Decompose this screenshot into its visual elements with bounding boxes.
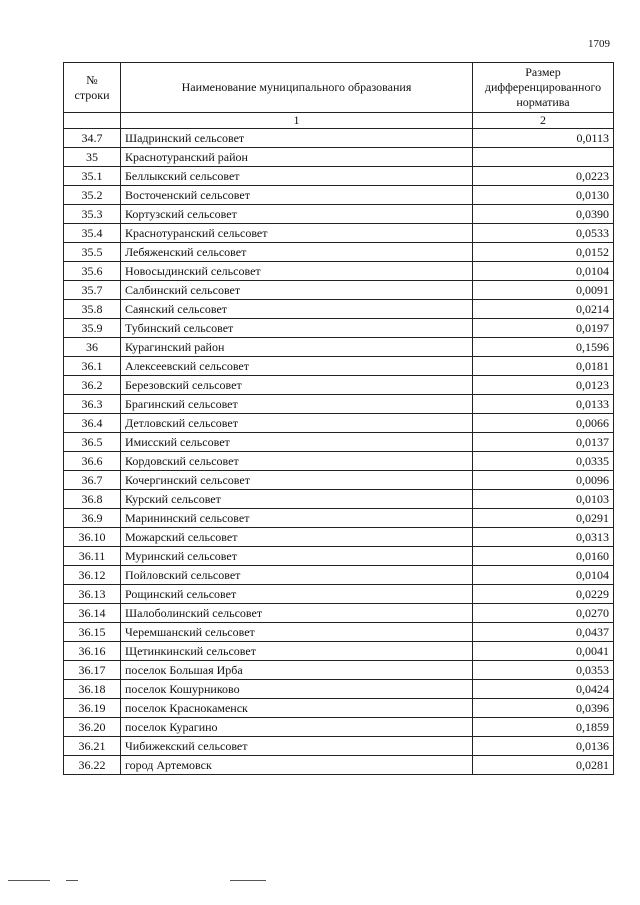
municipality-name: Восточенский сельсовет bbox=[121, 186, 473, 205]
table-row bbox=[64, 661, 614, 680]
row-number: 35.9 bbox=[64, 319, 121, 338]
municipality-name: Можарский сельсовет bbox=[121, 528, 473, 547]
municipality-name: город Артемовск bbox=[121, 756, 473, 775]
table-row bbox=[64, 490, 614, 509]
footer-line bbox=[230, 880, 266, 881]
table-row bbox=[64, 528, 614, 547]
row-number: 36.1 bbox=[64, 357, 121, 376]
norm-value: 0,0136 bbox=[473, 737, 614, 756]
municipality-name: Марининский сельсовет bbox=[121, 509, 473, 528]
norm-value: 0,1859 bbox=[473, 718, 614, 737]
row-number: 36.4 bbox=[64, 414, 121, 433]
norm-value: 0,0390 bbox=[473, 205, 614, 224]
municipality-name: Муринский сельсовет bbox=[121, 547, 473, 566]
norm-value: 0,0130 bbox=[473, 186, 614, 205]
row-number: 36.18 bbox=[64, 680, 121, 699]
row-number: 36.6 bbox=[64, 452, 121, 471]
norm-value: 0,0091 bbox=[473, 281, 614, 300]
municipality-name: Черемшанский сельсовет bbox=[121, 623, 473, 642]
row-number: 35.4 bbox=[64, 224, 121, 243]
municipality-name: Березовский сельсовет bbox=[121, 376, 473, 395]
municipality-name: Беллыкский сельсовет bbox=[121, 167, 473, 186]
norm-value: 0,0313 bbox=[473, 528, 614, 547]
norm-value: 0,0353 bbox=[473, 661, 614, 680]
municipality-name: Детловский сельсовет bbox=[121, 414, 473, 433]
table-row bbox=[64, 699, 614, 718]
municipality-name: Рощинский сельсовет bbox=[121, 585, 473, 604]
row-number: 36.21 bbox=[64, 737, 121, 756]
table-row bbox=[64, 433, 614, 452]
norm-value: 0,0066 bbox=[473, 414, 614, 433]
norm-value: 0,0133 bbox=[473, 395, 614, 414]
row-number: 36.14 bbox=[64, 604, 121, 623]
table-row bbox=[64, 471, 614, 490]
row-number: 36.19 bbox=[64, 699, 121, 718]
table-row bbox=[64, 642, 614, 661]
row-number: 36.17 bbox=[64, 661, 121, 680]
municipality-name: Тубинский сельсовет bbox=[121, 319, 473, 338]
norm-value: 0,0104 bbox=[473, 262, 614, 281]
norms-table bbox=[63, 62, 614, 775]
municipality-name: Краснотуранский сельсовет bbox=[121, 224, 473, 243]
norm-value: 0,0424 bbox=[473, 680, 614, 699]
page-number: 1709 bbox=[588, 38, 610, 50]
row-number: 36.9 bbox=[64, 509, 121, 528]
table-row bbox=[64, 205, 614, 224]
row-number: 36.5 bbox=[64, 433, 121, 452]
column-number: 1 bbox=[121, 113, 473, 129]
header-row-number: № строки bbox=[64, 63, 121, 113]
municipality-name: поселок Краснокаменск bbox=[121, 699, 473, 718]
norm-value: 0,0123 bbox=[473, 376, 614, 395]
norm-value: 0,0160 bbox=[473, 547, 614, 566]
norm-value: 0,0096 bbox=[473, 471, 614, 490]
municipality-name: Брагинский сельсовет bbox=[121, 395, 473, 414]
norm-value: 0,1596 bbox=[473, 338, 614, 357]
table-row bbox=[64, 243, 614, 262]
table-row bbox=[64, 395, 614, 414]
municipality-name: Пойловский сельсовет bbox=[121, 566, 473, 585]
norm-value: 0,0113 bbox=[473, 129, 614, 148]
column-number: 2 bbox=[473, 113, 614, 129]
header-norm-size: Размер дифференцированного норматива bbox=[473, 63, 614, 113]
row-number: 36.2 bbox=[64, 376, 121, 395]
table-row bbox=[64, 509, 614, 528]
row-number: 36.15 bbox=[64, 623, 121, 642]
table-row bbox=[64, 167, 614, 186]
norm-value: 0,0214 bbox=[473, 300, 614, 319]
municipality-name: Алексеевский сельсовет bbox=[121, 357, 473, 376]
municipality-name: поселок Кошурниково bbox=[121, 680, 473, 699]
municipality-name: Лебяженский сельсовет bbox=[121, 243, 473, 262]
municipality-name: Кордовский сельсовет bbox=[121, 452, 473, 471]
row-number: 35.7 bbox=[64, 281, 121, 300]
municipality-name: Новосыдинский сельсовет bbox=[121, 262, 473, 281]
municipality-name: Кочергинский сельсовет bbox=[121, 471, 473, 490]
municipality-name: Курагинский район bbox=[121, 338, 473, 357]
row-number: 35.2 bbox=[64, 186, 121, 205]
table-row bbox=[64, 737, 614, 756]
row-number: 35.5 bbox=[64, 243, 121, 262]
municipality-name: Саянский сельсовет bbox=[121, 300, 473, 319]
municipality-name: Краснотуранский район bbox=[121, 148, 473, 167]
footer-line bbox=[66, 880, 78, 881]
table-row bbox=[64, 319, 614, 338]
row-number: 36.16 bbox=[64, 642, 121, 661]
table-row bbox=[64, 566, 614, 585]
row-number: 35.1 bbox=[64, 167, 121, 186]
table-row bbox=[64, 300, 614, 319]
row-number: 36.20 bbox=[64, 718, 121, 737]
table-row bbox=[64, 718, 614, 737]
table-row bbox=[64, 148, 614, 167]
norm-value: 0,0223 bbox=[473, 167, 614, 186]
norm-value: 0,0137 bbox=[473, 433, 614, 452]
table-row bbox=[64, 357, 614, 376]
table-row bbox=[64, 376, 614, 395]
municipality-name: Шадринский сельсовет bbox=[121, 129, 473, 148]
table-row bbox=[64, 585, 614, 604]
municipality-name: поселок Курагино bbox=[121, 718, 473, 737]
norm-value: 0,0335 bbox=[473, 452, 614, 471]
table-row bbox=[64, 756, 614, 775]
row-number: 36.10 bbox=[64, 528, 121, 547]
municipality-name: Щетинкинский сельсовет bbox=[121, 642, 473, 661]
row-number: 35.6 bbox=[64, 262, 121, 281]
norm-value: 0,0270 bbox=[473, 604, 614, 623]
table-row bbox=[64, 680, 614, 699]
municipality-name: Шалоболинский сельсовет bbox=[121, 604, 473, 623]
norm-value bbox=[473, 148, 614, 167]
norm-value: 0,0041 bbox=[473, 642, 614, 661]
table-row bbox=[64, 186, 614, 205]
table-row bbox=[64, 547, 614, 566]
table-header-row bbox=[64, 63, 614, 113]
row-number: 36.7 bbox=[64, 471, 121, 490]
footer-line bbox=[8, 880, 50, 881]
row-number: 36.11 bbox=[64, 547, 121, 566]
norm-value: 0,0197 bbox=[473, 319, 614, 338]
table-row bbox=[64, 338, 614, 357]
norm-value: 0,0104 bbox=[473, 566, 614, 585]
municipality-name: поселок Большая Ирба bbox=[121, 661, 473, 680]
table-row bbox=[64, 623, 614, 642]
municipality-name: Имисский сельсовет bbox=[121, 433, 473, 452]
table-row bbox=[64, 129, 614, 148]
table-row bbox=[64, 604, 614, 623]
row-number: 35 bbox=[64, 148, 121, 167]
norm-value: 0,0152 bbox=[473, 243, 614, 262]
table-row bbox=[64, 262, 614, 281]
column-number-row bbox=[64, 113, 614, 129]
municipality-name: Салбинский сельсовет bbox=[121, 281, 473, 300]
municipality-name: Чибижекский сельсовет bbox=[121, 737, 473, 756]
row-number: 36.13 bbox=[64, 585, 121, 604]
row-number: 36.22 bbox=[64, 756, 121, 775]
norm-value: 0,0229 bbox=[473, 585, 614, 604]
norm-value: 0,0281 bbox=[473, 756, 614, 775]
row-number: 35.3 bbox=[64, 205, 121, 224]
table-row bbox=[64, 281, 614, 300]
norm-value: 0,0533 bbox=[473, 224, 614, 243]
row-number: 35.8 bbox=[64, 300, 121, 319]
norm-value: 0,0437 bbox=[473, 623, 614, 642]
table-row bbox=[64, 224, 614, 243]
norm-value: 0,0396 bbox=[473, 699, 614, 718]
norm-value: 0,0103 bbox=[473, 490, 614, 509]
row-number: 36.3 bbox=[64, 395, 121, 414]
municipality-name: Кортузский сельсовет bbox=[121, 205, 473, 224]
row-number: 36 bbox=[64, 338, 121, 357]
row-number: 36.8 bbox=[64, 490, 121, 509]
table-row bbox=[64, 414, 614, 433]
header-municipality: Наименование муниципального образования bbox=[121, 63, 473, 113]
table-row bbox=[64, 452, 614, 471]
norm-value: 0,0181 bbox=[473, 357, 614, 376]
row-number: 34.7 bbox=[64, 129, 121, 148]
norm-value: 0,0291 bbox=[473, 509, 614, 528]
column-number bbox=[64, 113, 121, 129]
municipality-name: Курский сельсовет bbox=[121, 490, 473, 509]
row-number: 36.12 bbox=[64, 566, 121, 585]
